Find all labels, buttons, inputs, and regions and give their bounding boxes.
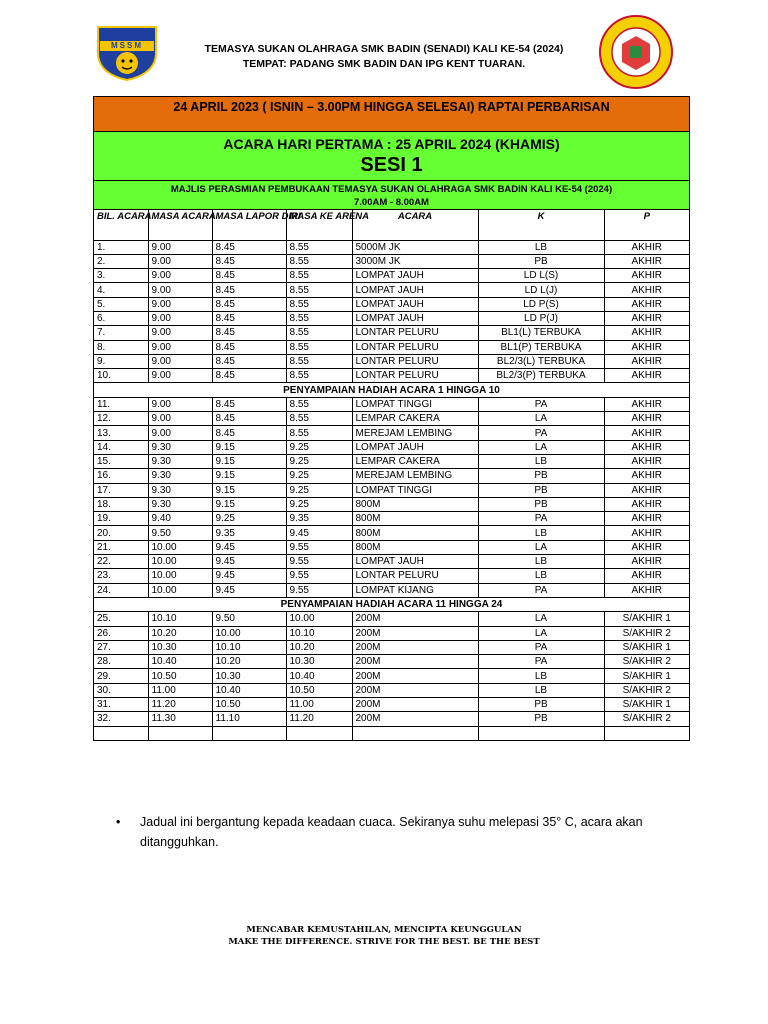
table-cell: 8.45 (212, 426, 286, 440)
table-cell: 9.15 (212, 454, 286, 468)
table-cell: 9.55 (286, 555, 352, 569)
session-title: SESI 1 (360, 154, 423, 176)
table-cell: 10.20 (286, 640, 352, 654)
table-cell (478, 726, 604, 740)
table-cell (94, 726, 148, 740)
table-row (94, 240, 689, 254)
table-cell: LONTAR PELURU (352, 340, 478, 354)
table-cell: LB (478, 683, 604, 697)
table-cell: 5000M JK (352, 240, 478, 254)
table-cell: 9.25 (286, 483, 352, 497)
table-row (94, 326, 689, 340)
table-cell: 9.35 (212, 526, 286, 540)
table-row (94, 569, 689, 583)
table-cell: 10.00 (148, 540, 212, 554)
table-cell: 8.55 (286, 340, 352, 354)
table-body (94, 240, 689, 740)
table-cell: MEREJAM LEMBING (352, 469, 478, 483)
table-cell: 8.45 (212, 240, 286, 254)
table-cell: LB (478, 555, 604, 569)
table-row (94, 483, 689, 497)
table-cell: 9.30 (148, 469, 212, 483)
table-cell: 9.25 (286, 454, 352, 468)
table-cell: 9.00 (148, 354, 212, 368)
table-cell: 8.55 (286, 326, 352, 340)
table-row (94, 698, 689, 712)
table-cell: 8.55 (286, 283, 352, 297)
table-cell: LB (478, 454, 604, 468)
table-row (94, 369, 689, 383)
table-cell: 9.00 (148, 311, 212, 325)
weather-note (116, 812, 676, 852)
table-cell: LEMPAR CAKERA (352, 412, 478, 426)
table-cell: 200M (352, 669, 478, 683)
table-row (94, 311, 689, 325)
column-header: MASA KE ARENA (286, 210, 352, 240)
table-cell: MEREJAM LEMBING (352, 426, 478, 440)
table-cell: BL2/3(P) TERBUKA (478, 369, 604, 383)
table-cell: 18. (94, 497, 148, 511)
table-cell: 200M (352, 626, 478, 640)
table-cell: 11.30 (148, 712, 212, 726)
table-row (94, 683, 689, 697)
table-cell: 11.00 (148, 683, 212, 697)
table-cell: 8.55 (286, 397, 352, 411)
table-cell (352, 726, 478, 740)
table-cell: BL1(P) TERBUKA (478, 340, 604, 354)
table-row (94, 512, 689, 526)
table-cell: 16. (94, 469, 148, 483)
table-cell: 9.50 (148, 526, 212, 540)
table-row (94, 583, 689, 597)
table-cell: 22. (94, 555, 148, 569)
header-venue: TEMPAT: PADANG SMK BADIN DAN IPG KENT TUARAN. (242, 58, 526, 70)
table-cell: 9.25 (212, 512, 286, 526)
table-cell: 9.15 (212, 440, 286, 454)
table-cell: 10.00 (148, 569, 212, 583)
table-cell: LA (478, 612, 604, 626)
table-cell: 8.45 (212, 412, 286, 426)
table-cell: 9.00 (148, 426, 212, 440)
header-title: TEMASYA SUKAN OLAHRAGA SMK BADIN (SENADI) KALI KE-54 (2024) (204, 43, 564, 55)
table-cell: BL2/3(L) TERBUKA (478, 354, 604, 368)
column-header: MASA ACARA (148, 210, 212, 240)
table-cell: AKHIR (604, 483, 689, 497)
table-cell: 10.50 (212, 698, 286, 712)
table-cell: 2. (94, 254, 148, 268)
table-cell: 1. (94, 240, 148, 254)
table-cell: 10. (94, 369, 148, 383)
table-cell: 9.00 (148, 269, 212, 283)
table-cell: AKHIR (604, 397, 689, 411)
table-cell: LB (478, 569, 604, 583)
table-cell: 10.30 (212, 669, 286, 683)
table-cell: 10.50 (148, 669, 212, 683)
table-cell: 8.55 (286, 269, 352, 283)
table-cell: 10.10 (286, 626, 352, 640)
table-cell: AKHIR (604, 426, 689, 440)
table-cell: 10.10 (212, 640, 286, 654)
table-cell: 9.00 (148, 254, 212, 268)
table-cell: PB (478, 698, 604, 712)
table-row (94, 726, 689, 740)
table-cell: 10.00 (148, 583, 212, 597)
table-cell: AKHIR (604, 240, 689, 254)
table-cell: LA (478, 626, 604, 640)
table-cell: 8.45 (212, 269, 286, 283)
table-cell: S/AKHIR 2 (604, 655, 689, 669)
table-cell: 25. (94, 612, 148, 626)
table-row (94, 426, 689, 440)
table-cell: LONTAR PELURU (352, 369, 478, 383)
table-cell: 9.00 (148, 412, 212, 426)
table-cell: LOMPAT JAUH (352, 311, 478, 325)
table-cell: LA (478, 540, 604, 554)
table-row (94, 469, 689, 483)
table-cell: 8.55 (286, 311, 352, 325)
table-cell: 9.45 (212, 569, 286, 583)
table-cell: 10.00 (286, 612, 352, 626)
table-cell: 800M (352, 512, 478, 526)
table-cell: 14. (94, 440, 148, 454)
table-cell: LONTAR PELURU (352, 326, 478, 340)
table-cell: AKHIR (604, 254, 689, 268)
table-cell: 9.00 (148, 283, 212, 297)
table-cell: AKHIR (604, 269, 689, 283)
mssm-logo (96, 25, 158, 81)
table-cell: AKHIR (604, 469, 689, 483)
table-cell: 8.45 (212, 326, 286, 340)
table-cell: 10.30 (286, 655, 352, 669)
table-cell: PB (478, 254, 604, 268)
table-cell: 8.55 (286, 426, 352, 440)
table-cell: AKHIR (604, 540, 689, 554)
table-cell: 19. (94, 512, 148, 526)
table-cell: 8.55 (286, 369, 352, 383)
table-cell: 10.00 (212, 626, 286, 640)
column-header: BIL. ACARA (94, 210, 148, 240)
table-cell: 9.35 (286, 512, 352, 526)
table-row (94, 283, 689, 297)
schedule-sheet (93, 96, 690, 741)
ceremony-title: MAJLIS PERASMIAN PEMBUKAAN TEMASYA SUKAN OLAHRAGA SMK BADIN KALI KE-54 (2024) (170, 184, 613, 195)
table-cell: AKHIR (604, 326, 689, 340)
table-cell: 15. (94, 454, 148, 468)
table-cell: 11. (94, 397, 148, 411)
table-cell: AKHIR (604, 497, 689, 511)
table-row (94, 655, 689, 669)
column-header: P (604, 210, 689, 240)
table-cell: 12. (94, 412, 148, 426)
table-cell: S/AKHIR 2 (604, 626, 689, 640)
table-cell: LD P(J) (478, 311, 604, 325)
table-cell: PB (478, 712, 604, 726)
table-cell: 10.40 (148, 655, 212, 669)
table-cell: LD L(J) (478, 283, 604, 297)
table-cell: 20. (94, 526, 148, 540)
table-cell: 8.45 (212, 297, 286, 311)
table-cell: 10.30 (148, 640, 212, 654)
table-cell: 21. (94, 540, 148, 554)
footer-motto-english: MAKE THE DIFFERENCE. STRIVE FOR THE BEST. BE THE BEST (228, 937, 540, 947)
table-cell: 9.30 (148, 440, 212, 454)
award-separator-text: PENYAMPAIAN HADIAH ACARA 11 HINGGA 24 (94, 597, 689, 611)
table-row (94, 440, 689, 454)
badin-logo (598, 14, 674, 90)
table-cell: 9.40 (148, 512, 212, 526)
table-cell: BL1(L) TERBUKA (478, 326, 604, 340)
table-cell: LB (478, 669, 604, 683)
table-cell: 10.40 (286, 669, 352, 683)
table-cell: 9.25 (286, 469, 352, 483)
table-cell: 8.55 (286, 240, 352, 254)
table-row (94, 397, 689, 411)
table-row (94, 712, 689, 726)
table-cell: PB (478, 469, 604, 483)
column-header: MASA LAPOR DIRI (212, 210, 286, 240)
table-cell: 800M (352, 540, 478, 554)
table-cell: 9.00 (148, 369, 212, 383)
table-cell: 800M (352, 497, 478, 511)
schedule-table (94, 210, 689, 740)
table-row (94, 412, 689, 426)
day-title: ACARA HARI PERTAMA : 25 APRIL 2024 (KHAMIS) (223, 136, 560, 152)
table-cell: PA (478, 640, 604, 654)
table-header-row (94, 210, 689, 240)
table-cell: S/AKHIR 1 (604, 698, 689, 712)
table-cell: 9.00 (148, 340, 212, 354)
table-cell: 9.00 (148, 240, 212, 254)
table-cell: PA (478, 426, 604, 440)
table-cell: 23. (94, 569, 148, 583)
table-cell: 8.45 (212, 397, 286, 411)
award-separator-row (94, 597, 689, 611)
table-cell: 28. (94, 655, 148, 669)
table-cell: LONTAR PELURU (352, 354, 478, 368)
table-cell: 9.15 (212, 483, 286, 497)
table-cell: PA (478, 583, 604, 597)
table-cell: 200M (352, 698, 478, 712)
table-cell: 9.45 (212, 540, 286, 554)
table-cell: 10.00 (148, 555, 212, 569)
table-row (94, 340, 689, 354)
table-cell: 200M (352, 712, 478, 726)
table-cell: 800M (352, 526, 478, 540)
table-cell: AKHIR (604, 354, 689, 368)
table-cell: 9.45 (286, 526, 352, 540)
table-cell: 9.15 (212, 497, 286, 511)
table-cell: AKHIR (604, 569, 689, 583)
table-row (94, 669, 689, 683)
table-cell: LOMPAT KIJANG (352, 583, 478, 597)
table-cell: 9. (94, 354, 148, 368)
table-cell: PA (478, 512, 604, 526)
award-separator-row (94, 383, 689, 397)
table-cell: LOMPAT JAUH (352, 297, 478, 311)
table-cell: 13. (94, 426, 148, 440)
table-cell: 8.45 (212, 369, 286, 383)
table-cell: 200M (352, 655, 478, 669)
table-cell: 8.45 (212, 283, 286, 297)
table-row (94, 612, 689, 626)
award-separator-text: PENYAMPAIAN HADIAH ACARA 1 HINGGA 10 (94, 383, 689, 397)
table-cell: 3. (94, 269, 148, 283)
table-row (94, 497, 689, 511)
table-cell: AKHIR (604, 440, 689, 454)
table-cell: 8.55 (286, 354, 352, 368)
table-cell: PB (478, 497, 604, 511)
day-banner (94, 132, 689, 181)
table-cell: S/AKHIR 2 (604, 712, 689, 726)
table-cell: LA (478, 412, 604, 426)
table-cell: 10.20 (148, 626, 212, 640)
table-cell: 7. (94, 326, 148, 340)
table-cell: LB (478, 526, 604, 540)
table-cell: 9.25 (286, 497, 352, 511)
table-cell: LOMPAT TINGGI (352, 397, 478, 411)
table-cell: 8.45 (212, 254, 286, 268)
table-cell: 8.45 (212, 311, 286, 325)
table-cell: PA (478, 655, 604, 669)
table-cell: 4. (94, 283, 148, 297)
table-cell: AKHIR (604, 526, 689, 540)
table-cell: 8.55 (286, 297, 352, 311)
table-cell: 9.55 (286, 540, 352, 554)
table-cell: 8.55 (286, 412, 352, 426)
table-cell: LD P(S) (478, 297, 604, 311)
table-cell: LOMPAT JAUH (352, 283, 478, 297)
table-row (94, 555, 689, 569)
table-cell (604, 726, 689, 740)
table-cell: 26. (94, 626, 148, 640)
table-cell: 5. (94, 297, 148, 311)
table-cell: 10.50 (286, 683, 352, 697)
table-row (94, 297, 689, 311)
table-cell: 9.30 (148, 497, 212, 511)
table-cell: AKHIR (604, 297, 689, 311)
table-cell: 17. (94, 483, 148, 497)
table-cell: 9.00 (148, 397, 212, 411)
table-cell (212, 726, 286, 740)
table-row (94, 269, 689, 283)
table-cell: 29. (94, 669, 148, 683)
table-cell (148, 726, 212, 740)
table-row (94, 626, 689, 640)
table-cell: S/AKHIR 1 (604, 612, 689, 626)
table-cell: 11.20 (148, 698, 212, 712)
table-cell: 8.45 (212, 340, 286, 354)
table-cell: AKHIR (604, 454, 689, 468)
table-cell: 200M (352, 640, 478, 654)
table-cell: 24. (94, 583, 148, 597)
ceremony-banner (94, 181, 689, 210)
table-cell: 9.00 (148, 326, 212, 340)
table-cell: AKHIR (604, 369, 689, 383)
table-cell: 9.45 (212, 583, 286, 597)
table-cell: 9.30 (148, 483, 212, 497)
table-cell: 30. (94, 683, 148, 697)
table-cell: S/AKHIR 1 (604, 669, 689, 683)
table-cell: 200M (352, 683, 478, 697)
column-header: ACARA (352, 210, 478, 240)
table-cell: 10.10 (148, 612, 212, 626)
table-row (94, 540, 689, 554)
table-cell: AKHIR (604, 583, 689, 597)
table-cell: 10.20 (212, 655, 286, 669)
table-cell: LEMPAR CAKERA (352, 454, 478, 468)
column-header: K (478, 210, 604, 240)
table-cell: 9.00 (148, 297, 212, 311)
table-cell: 11.00 (286, 698, 352, 712)
table-cell: 8.55 (286, 254, 352, 268)
table-cell: LA (478, 440, 604, 454)
table-cell: 11.10 (212, 712, 286, 726)
table-cell: LD L(S) (478, 269, 604, 283)
table-cell: 31. (94, 698, 148, 712)
table-cell: 8.45 (212, 354, 286, 368)
table-cell: AKHIR (604, 311, 689, 325)
ceremony-time: 7.00AM - 8.00AM (354, 197, 429, 208)
table-cell (286, 726, 352, 740)
table-row (94, 640, 689, 654)
table-cell: 27. (94, 640, 148, 654)
table-cell: 9.45 (212, 555, 286, 569)
table-cell: LOMPAT JAUH (352, 440, 478, 454)
table-row (94, 454, 689, 468)
mssm-logo-text: MSSM (111, 41, 143, 50)
table-cell: S/AKHIR 2 (604, 683, 689, 697)
table-cell: 9.25 (286, 440, 352, 454)
table-cell: 9.55 (286, 569, 352, 583)
footer-motto-malay: MENCABAR KEMUSTAHILAN, MENCIPTA KEUNGGULAN (246, 925, 522, 935)
table-cell: AKHIR (604, 512, 689, 526)
table-cell: PA (478, 397, 604, 411)
table-cell: 3000M JK (352, 254, 478, 268)
table-cell: LONTAR PELURU (352, 569, 478, 583)
table-cell: AKHIR (604, 340, 689, 354)
table-cell: 32. (94, 712, 148, 726)
table-cell: AKHIR (604, 412, 689, 426)
table-row (94, 526, 689, 540)
table-cell: S/AKHIR 1 (604, 640, 689, 654)
table-cell: LOMPAT TINGGI (352, 483, 478, 497)
table-cell: 6. (94, 311, 148, 325)
table-cell: 8. (94, 340, 148, 354)
table-cell: 11.20 (286, 712, 352, 726)
table-cell: AKHIR (604, 555, 689, 569)
table-cell: 10.40 (212, 683, 286, 697)
rehearsal-banner: 24 APRIL 2023 ( ISNIN – 3.00PM HINGGA SELESAI) RAPTAI PERBARISAN (94, 97, 689, 132)
table-row (94, 354, 689, 368)
weather-note-text: Jadual ini bergantung kepada keadaan cuaca. Sekiranya suhu melepasi 35° C, acara akan ditangguhkan. (140, 815, 643, 849)
table-row (94, 254, 689, 268)
table-cell: LOMPAT JAUH (352, 555, 478, 569)
bullet-icon: • (116, 815, 121, 829)
table-cell: 9.30 (148, 454, 212, 468)
table-cell: LOMPAT JAUH (352, 269, 478, 283)
table-cell: 9.55 (286, 583, 352, 597)
table-cell: LB (478, 240, 604, 254)
table-cell: PB (478, 483, 604, 497)
table-cell: AKHIR (604, 283, 689, 297)
table-cell: 9.50 (212, 612, 286, 626)
table-cell: 200M (352, 612, 478, 626)
table-cell: 9.15 (212, 469, 286, 483)
